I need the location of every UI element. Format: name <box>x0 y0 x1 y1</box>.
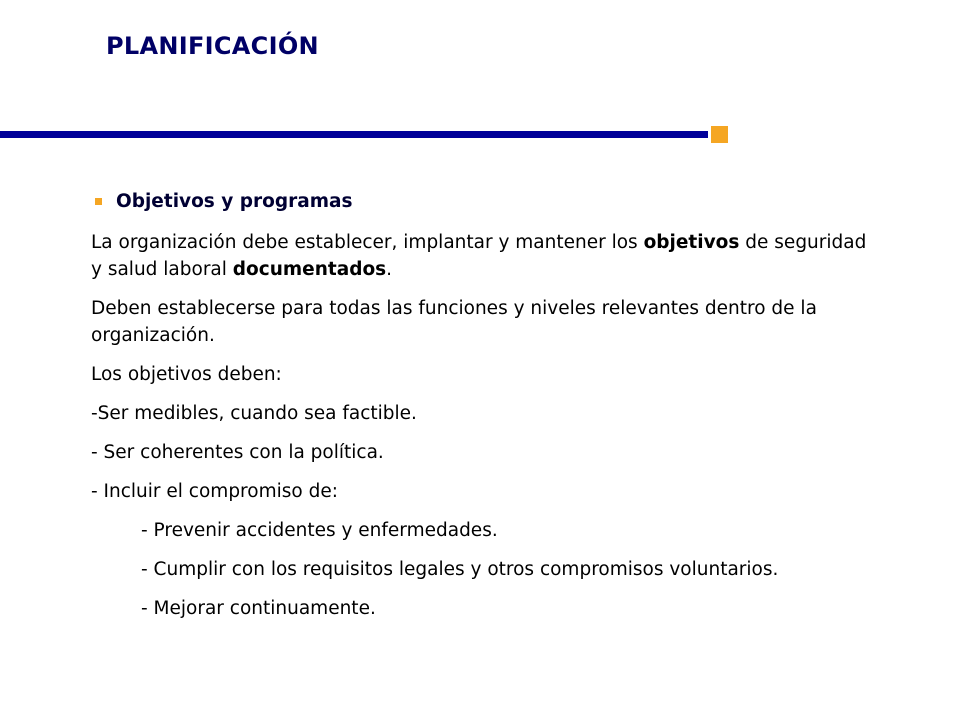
slide-content <box>91 188 871 634</box>
sublist-item-comply: - Cumplir con los requisitos legales y otros compromisos voluntarios. <box>141 559 779 580</box>
square-bullet-icon <box>95 198 102 205</box>
section-heading: Objetivos y programas <box>116 191 353 212</box>
paragraph-text: . <box>386 259 393 280</box>
section-heading-row <box>91 188 871 215</box>
title-divider-line <box>0 131 708 138</box>
sublist-item-improve: - Mejorar continuamente. <box>141 598 376 619</box>
list-item-commitment: - Incluir el compromiso de: <box>91 481 338 502</box>
paragraph-objectives-intro <box>91 229 871 283</box>
list-item-measurable: -Ser medibles, cuando sea factible. <box>91 403 417 424</box>
list-item-coherent: - Ser coherentes con la política. <box>91 442 384 463</box>
paragraph-requirements-lead: Los objetivos deben: <box>91 364 282 385</box>
paragraph-text: La organización debe establecer, implantar y mantener los <box>91 232 644 253</box>
bold-term-objetivos: objetivos <box>643 232 740 253</box>
title-divider-square <box>711 126 728 143</box>
slide-title: PLANIFICACIÓN <box>106 32 319 60</box>
paragraph-scope: Deben establecerse para todas las funciones y niveles relevantes dentro de la organización. <box>91 298 817 346</box>
sublist-item-prevent: - Prevenir accidentes y enfermedades. <box>141 520 498 541</box>
paragraph-text: de seguridad y salud laboral <box>91 232 867 280</box>
bold-term-documentados: documentados <box>232 259 387 280</box>
